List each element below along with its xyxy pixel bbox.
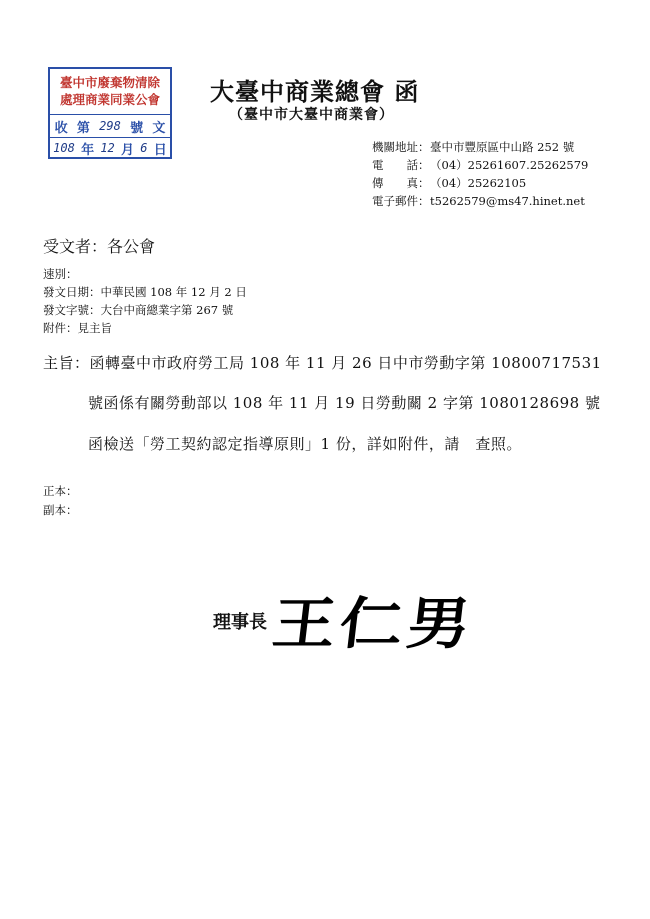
stamp-char-hao: 號 [130,120,144,136]
stamp-date-month: 12 [100,141,115,155]
signature-title: 理事長 [213,612,267,633]
contact-fax [372,176,526,190]
stamp-date-day-char: 日 [153,142,167,158]
stamp-char-receive: 收 [54,120,68,136]
signature-name-seal: 王仁男 [268,591,479,657]
letter-subtitle: （臺中市大臺中商業會） [229,107,394,123]
stamp-char-number: 第 [76,120,90,136]
contact-address [372,140,574,154]
fax-label: 傳 真： [372,176,430,190]
distribution-original: 正本： [43,484,78,498]
letter-title: 大臺中商業總會 函 [210,78,420,106]
meta-number: 發文字號：大台中商總業字第 267 號 [43,303,234,317]
subject-line-3: 函檢送「勞工契約認定指導原則」1 份，詳如附件，請 查照。 [88,435,522,453]
stamp-date-year: 108 [53,141,75,155]
stamp-receipt-number: 298 [99,119,121,133]
stamp-org-line1: 臺中市廢棄物清除 [59,75,160,90]
meta-date: 發文日期：中華民國 108 年 12 月 2 日 [43,285,247,299]
phone-label: 電 話： [372,158,430,172]
address-label: 機關地址： [372,140,430,154]
stamp-date-row [50,137,170,159]
distribution-copy: 副本： [43,503,78,517]
stamp-org-line2: 處理商業同業公會 [59,92,160,107]
phone-value: （04）25261607.25262579 [430,158,589,172]
receipt-stamp [48,67,172,159]
stamp-char-wen: 文 [152,120,166,136]
subject-line-2: 號函係有關勞動部以 108 年 11 月 19 日勞動關 2 字第 1080128698 號 [88,394,601,412]
stamp-date-year-char: 年 [81,142,95,158]
email-value: t5262579@ms47.hinet.net [430,194,585,208]
meta-speed: 速別： [43,267,78,281]
stamp-organization [50,69,170,115]
address-value: 臺中市豐原區中山路 252 號 [430,140,575,154]
meta-attachment: 附件：見主旨 [43,321,112,335]
recipient-line: 受文者：各公會 [43,237,156,256]
contact-email [372,194,585,208]
stamp-date-month-char: 月 [121,142,135,158]
contact-phone [372,158,588,172]
subject-line-1: 主旨：函轉臺中市政府勞工局 108 年 11 月 26 日中市勞動字第 10800717531 [43,354,602,372]
fax-value: （04）25262105 [430,176,527,190]
stamp-date-day: 6 [140,141,148,155]
stamp-receipt-number-row [50,115,170,138]
email-label: 電子郵件： [372,194,430,208]
